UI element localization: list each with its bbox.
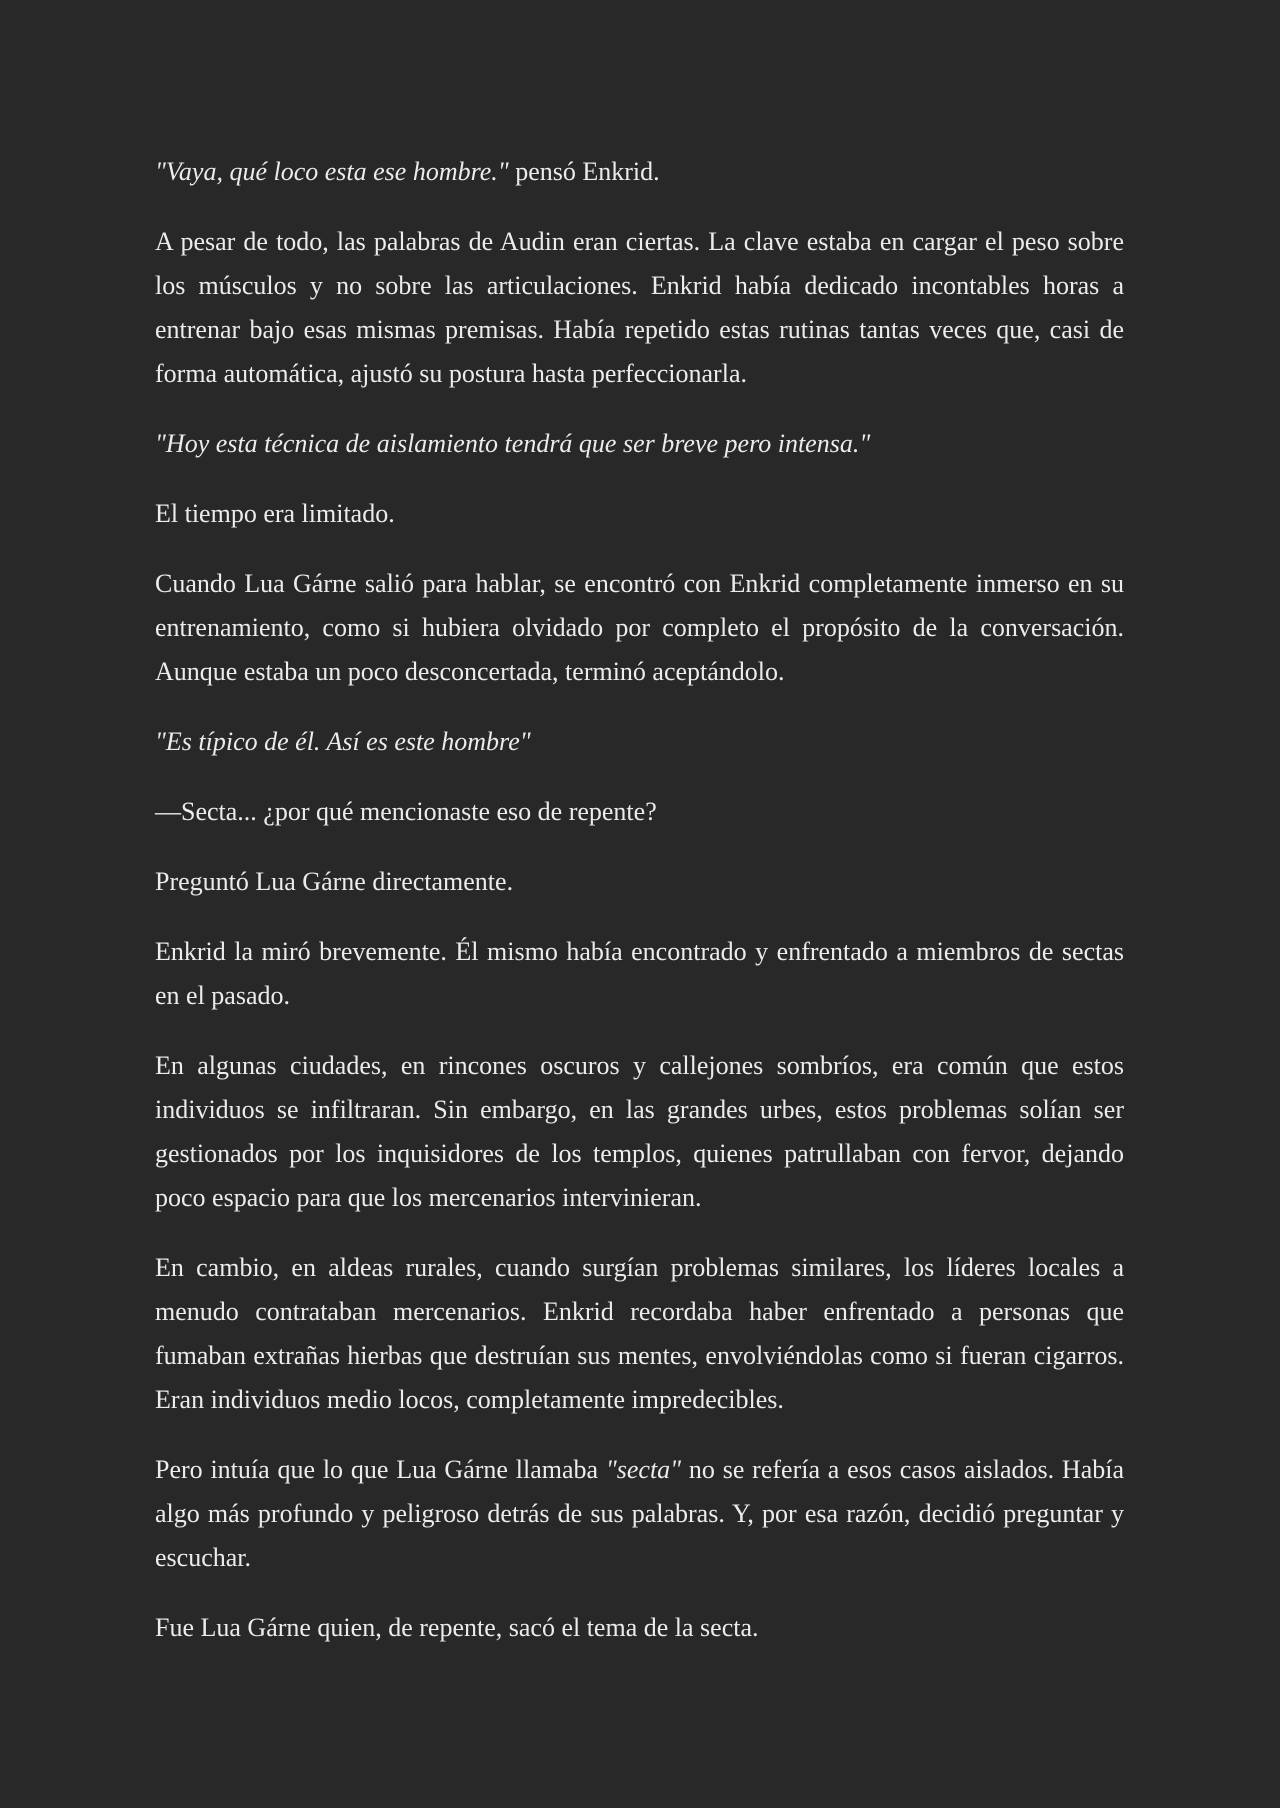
paragraph-7-dialogue: —Secta... ¿por qué mencionaste eso de repente?	[155, 797, 657, 826]
paragraph-2: A pesar de todo, las palabras de Audin eran ciertas. La clave estaba en cargar el peso sobre los músculos y no sobre las articulaciones. Enkrid había dedicado incontables horas a entrenar bajo esas mismas premisas. Había repetido estas rutinas tantas veces que, casi de forma automática, ajustó su postura hasta perfeccionarla.	[155, 227, 1124, 388]
paragraph-12-before: Pero intuía que lo que Lua Gárne llamaba	[155, 1455, 606, 1484]
paragraph-12-after: no se refería a esos casos aislados. Había algo más profundo y peligroso detrás de sus palabras. Y, por esa razón, decidió preguntar y escuchar.	[155, 1455, 1124, 1572]
thought-text: "Vaya, qué loco esta ese hombre."	[155, 157, 509, 186]
paragraph-10: En algunas ciudades, en rincones oscuros y callejones sombríos, era común que estos individuos se infiltraran. Sin embargo, en las grandes urbes, estos problemas solían ser gestionados por los inquisidores de los templos, quienes patrullaban con fervor, dejando poco espacio para que los mercenarios intervinieran.	[155, 1051, 1124, 1212]
paragraph-5: Cuando Lua Gárne salió para hablar, se encontró con Enkrid completamente inmerso en su entrenamiento, como si hubiera olvidado por completo el propósito de la conversación. Aunque estaba un poco desconcertada, terminó aceptándolo.	[155, 569, 1124, 686]
paragraph-9: Enkrid la miró brevemente. Él mismo había encontrado y enfrentado a miembros de sectas en el pasado.	[155, 937, 1124, 1010]
paragraph-6-thought: "Es típico de él. Así es este hombre"	[155, 727, 531, 756]
paragraph-4: El tiempo era limitado.	[155, 499, 395, 528]
secta-emphasis: "secta"	[605, 1455, 682, 1484]
paragraph-12	[155, 1448, 1124, 1580]
chapter-text	[155, 150, 1124, 1676]
paragraph-8: Preguntó Lua Gárne directamente.	[155, 867, 514, 896]
paragraph-1-rest: pensó Enkrid.	[508, 157, 660, 186]
paragraph-1	[155, 150, 1124, 194]
paragraph-13: Fue Lua Gárne quien, de repente, sacó el tema de la secta.	[155, 1613, 759, 1642]
paragraph-11: En cambio, en aldeas rurales, cuando surgían problemas similares, los líderes locales a menudo contrataban mercenarios. Enkrid recordaba haber enfrentado a personas que fumaban extrañas hierbas que destruían sus mentes, envolviéndolas como si fueran cigarros. Eran individuos medio locos, completamente impredecibles.	[155, 1253, 1124, 1414]
paragraph-3-thought: "Hoy esta técnica de aislamiento tendrá que ser breve pero intensa."	[155, 429, 871, 458]
